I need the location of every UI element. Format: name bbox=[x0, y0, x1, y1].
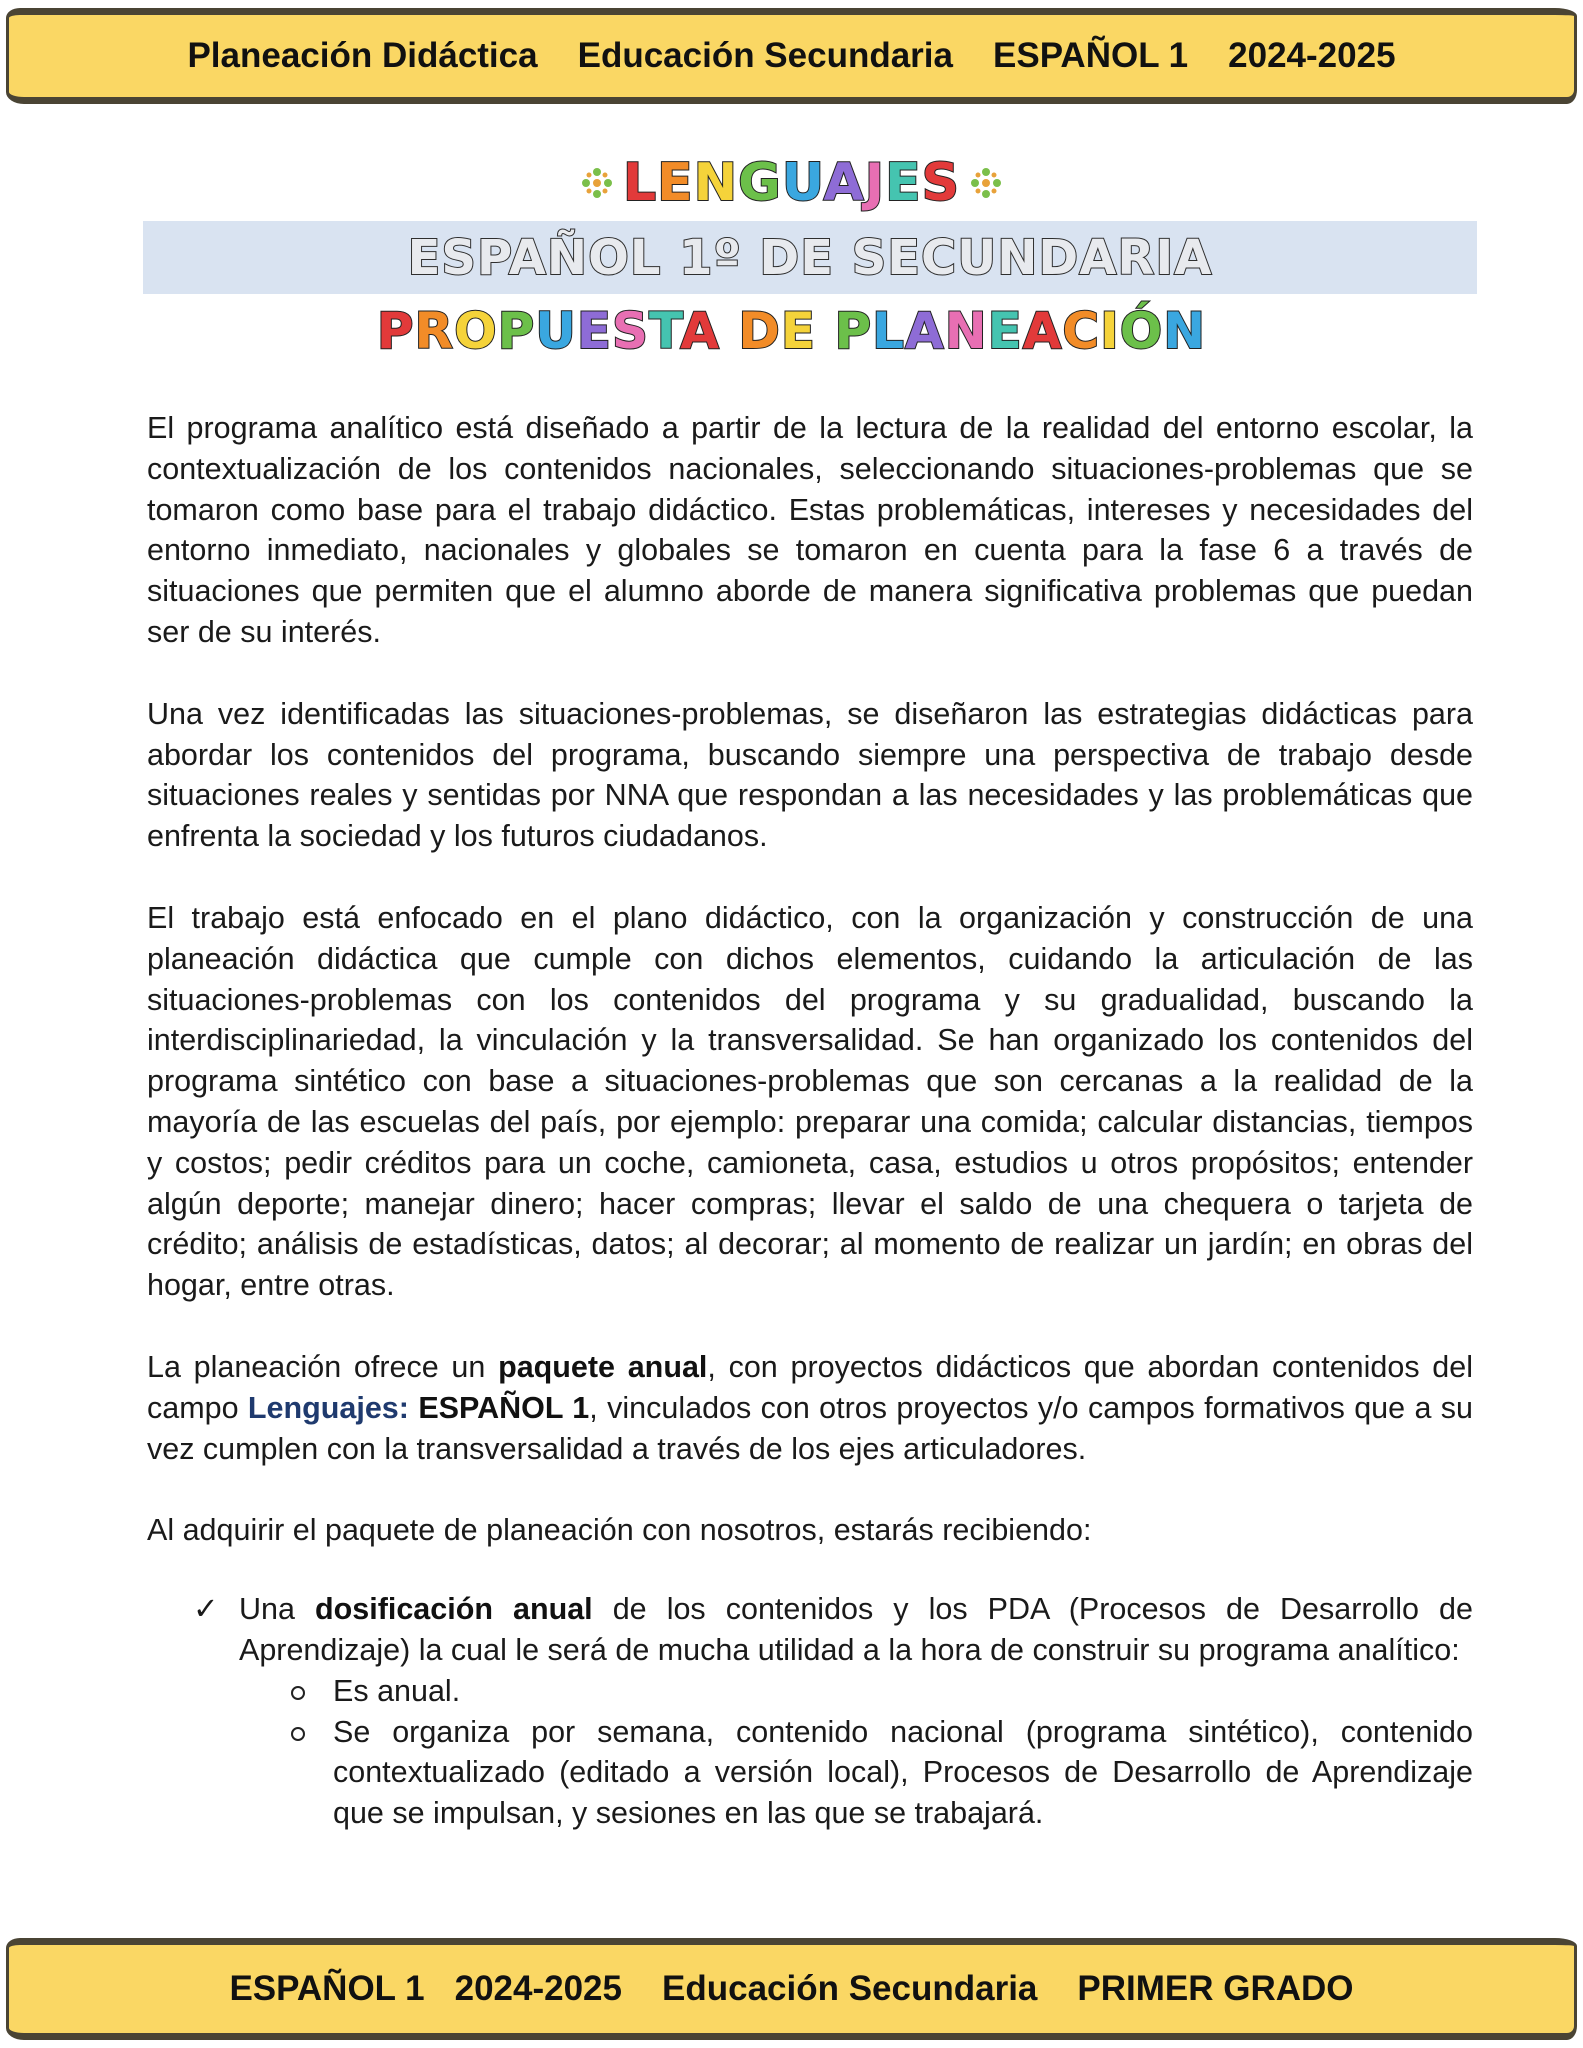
flower-ornament-icon bbox=[966, 163, 1006, 203]
paragraph: Una vez identificadas las situaciones-problemas, se diseñaron las estrategias didácticas para abordar los contenidos del programa, buscando siempre una perspectiva de trabajo desde situaciones reales y sentidas por NNA que respondan a las necesidades y las problemáticas que enfrenta la sociedad y los futuros ciudadanos. bbox=[147, 696, 1473, 854]
heading-letter: A bbox=[1022, 302, 1063, 360]
header-subject: ESPAÑOL 1 bbox=[993, 36, 1189, 75]
heading-letter: R bbox=[414, 302, 455, 360]
text-run bbox=[409, 1391, 418, 1425]
text-run: de los contenidos y los PDA (Procesos de Desarrollo de Aprendizaje) la cual le será de mucha utilidad a la hora de construir su programa analítico: bbox=[239, 1592, 1473, 1667]
heading-letter: E bbox=[780, 302, 817, 360]
heading-letter: A bbox=[823, 153, 865, 213]
heading-letter: U bbox=[535, 302, 577, 360]
sub-list-text: Se organiza por semana, contenido nacional (programa sintético), contenido contextualizado (editado a versión local), Procesos de Desarrollo de Aprendizaje que se impulsan, y sesiones en las que se trabajará. bbox=[333, 1714, 1473, 1831]
footer-grade: PRIMER GRADO bbox=[1077, 1969, 1354, 2008]
heading-letter: I bbox=[1100, 302, 1120, 360]
checklist-item bbox=[193, 1589, 1473, 1834]
heading-letter: L bbox=[622, 153, 658, 213]
heading-letter: C bbox=[1062, 302, 1101, 360]
heading-letter: U bbox=[781, 153, 824, 213]
footer-year: 2024-2025 bbox=[454, 1969, 622, 2008]
footer-level: Educación Secundaria bbox=[662, 1969, 1038, 2008]
keyword-annual-package: paquete anual bbox=[498, 1349, 708, 1384]
heading-letter: N bbox=[693, 153, 739, 213]
keyword-lenguajes: Lenguajes: bbox=[247, 1390, 409, 1425]
heading-letter: E bbox=[987, 302, 1023, 360]
heading-letter: T bbox=[649, 302, 681, 360]
subject-band bbox=[143, 221, 1477, 294]
heading-letter: E bbox=[885, 153, 922, 213]
keyword-espanol-1: ESPAÑOL 1 bbox=[418, 1390, 590, 1425]
heading-letter: P bbox=[376, 302, 415, 360]
heading-letter: A bbox=[905, 302, 945, 360]
checkmark-icon: ✓ bbox=[193, 1592, 219, 1627]
header-year: 2024-2025 bbox=[1228, 36, 1396, 75]
heading-letter: P bbox=[497, 302, 536, 360]
heading-letter: O bbox=[454, 302, 498, 360]
heading-letter: J bbox=[864, 153, 886, 213]
paragraph: Al adquirir el paquete de planeación con nosotros, estarás recibiendo: bbox=[147, 1513, 1092, 1548]
document-body bbox=[147, 408, 1473, 1834]
sub-list bbox=[239, 1671, 1473, 1834]
heading-letter: E bbox=[657, 153, 694, 213]
heading-letter: L bbox=[872, 302, 905, 360]
paragraph bbox=[147, 1347, 1473, 1469]
flower-ornament-icon bbox=[577, 163, 617, 203]
circle-bullet-icon bbox=[291, 1727, 305, 1741]
proposal-heading bbox=[0, 296, 1583, 366]
heading-letter bbox=[816, 302, 834, 360]
header-banner bbox=[6, 8, 1577, 104]
heading-letter: E bbox=[576, 302, 612, 360]
sub-list-text: Es anual. bbox=[333, 1673, 461, 1708]
heading-letter: G bbox=[738, 153, 782, 213]
heading-letter: N bbox=[944, 302, 988, 360]
area-title bbox=[623, 153, 960, 213]
circle-bullet-icon bbox=[291, 1686, 305, 1700]
area-heading bbox=[0, 150, 1583, 216]
heading-letter bbox=[720, 302, 738, 360]
paragraph: El programa analítico está diseñado a partir de la lectura de la realidad del entorno escolar, la contextualización de los contenidos nacionales, seleccionando situaciones-problemas que se tomaron como base para el trabajo didáctico. Estas problemáticas, intereses y necesidades del entorno inmediato, nacionales y globales se tomaron en cuenta para la fase 6 a través de situaciones que permiten que el alumno aborde de manera significativa problemas que puedan ser de su interés. bbox=[147, 411, 1473, 649]
header-level: Educación Secundaria bbox=[577, 36, 953, 75]
sub-list-item bbox=[333, 1671, 1473, 1712]
proposal-title bbox=[377, 302, 1206, 360]
text-run: Una bbox=[239, 1592, 315, 1627]
text-run: La planeación ofrece un bbox=[147, 1349, 499, 1384]
checklist bbox=[147, 1589, 1473, 1834]
subject-title: ESPAÑOL 1º DE SECUNDARIA bbox=[407, 229, 1213, 286]
header-title: Planeación Didáctica bbox=[187, 36, 538, 75]
text-run: , vinculados con otros proyectos y/o campos formativos que a su vez cumplen con la transversalidad a través de los ejes articuladores. bbox=[147, 1390, 1473, 1466]
heading-letter: P bbox=[834, 302, 873, 360]
sub-list-item bbox=[333, 1712, 1473, 1834]
footer-banner bbox=[6, 1938, 1577, 2040]
keyword-annual-dosing: dosificación anual bbox=[315, 1592, 593, 1627]
heading-letter: S bbox=[612, 302, 650, 360]
heading-letter: N bbox=[1163, 302, 1207, 360]
heading-letter: S bbox=[921, 153, 961, 213]
paragraph: El trabajo está enfocado en el plano didáctico, con la organización y construcción de una planeación didáctica que cumple con dichos elementos, cuidando la articulación de las situaciones-problemas con los contenidos del programa y su gradualidad, buscando la interdisciplinariedad, la vinculación y la transversalidad. Se han organizado los contenidos del programa sintético con base a situaciones-problemas que son cercanas a la realidad de la mayoría de las escuelas del país, por ejemplo: preparar una comida; calcular distancias, tiempos y costos; pedir créditos para un coche, camioneta, casa, estudios u otros propósitos; entender algún deporte; manejar dinero; hacer compras; llevar el saldo de una chequera o tarjeta de crédito; análisis de estadísticas, datos; al decorar; al momento de realizar un jardín; en obras del hogar, entre otras. bbox=[147, 900, 1473, 1303]
heading-letter: A bbox=[680, 302, 720, 360]
heading-letter: Ó bbox=[1119, 302, 1164, 360]
heading-letter: D bbox=[738, 302, 781, 360]
footer-subject: ESPAÑOL 1 bbox=[229, 1969, 425, 2008]
text-run: , con proyectos didácticos que abordan contenidos del campo bbox=[147, 1349, 1474, 1425]
